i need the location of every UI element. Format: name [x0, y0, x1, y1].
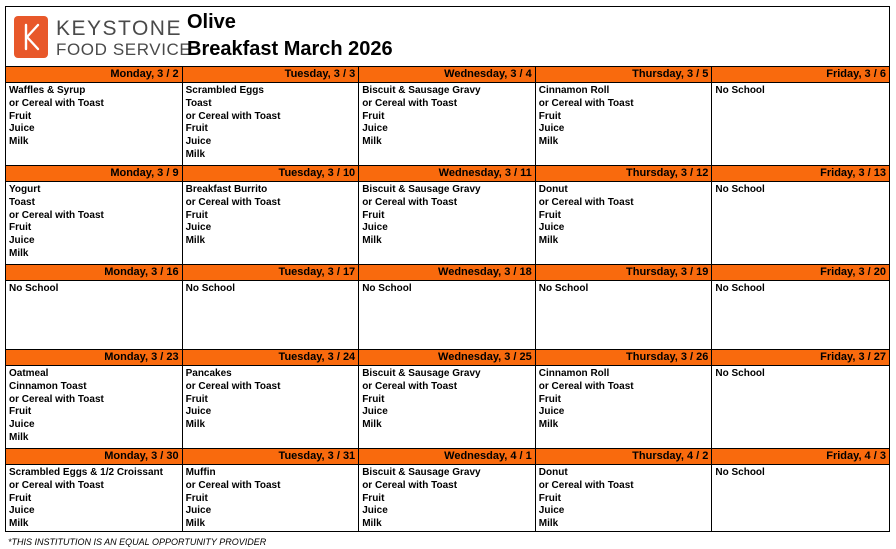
day-menu-cell	[536, 281, 713, 349]
menu-item: or Cereal with Toast	[9, 393, 104, 405]
menu-item: Toast	[185, 97, 212, 109]
day-header: Friday, 3 / 13	[712, 166, 889, 182]
menu-item: Milk	[538, 136, 559, 148]
menu-item: Waffles & Syrup	[9, 85, 86, 96]
menu-item: Milk	[185, 235, 206, 247]
day-menu-cell	[536, 366, 713, 448]
day-menu-cell	[6, 366, 183, 448]
day-header: Wednesday, 3 / 18	[359, 265, 536, 281]
menu-item: No School	[185, 283, 236, 294]
day-header: Tuesday, 3 / 17	[183, 265, 360, 281]
footer-disclaimer: *THIS INSTITUTION IS AN EQUAL OPPORTUNITY PROVIDER	[8, 537, 267, 547]
menu-item: Biscuit & Sausage Gravy	[362, 184, 481, 195]
day-menu-cell	[536, 465, 713, 532]
day-menu-cell	[536, 182, 713, 264]
menu-item: Juice	[362, 123, 388, 135]
day-header: Tuesday, 3 / 3	[183, 67, 360, 83]
menu-item: Juice	[362, 505, 388, 517]
day-header-row	[6, 449, 889, 465]
menu-item: Fruit	[362, 110, 385, 122]
menu-item: Breakfast Burrito	[185, 184, 268, 195]
day-header: Wednesday, 3 / 25	[359, 350, 536, 366]
day-header: Thursday, 3 / 26	[536, 350, 713, 366]
menu-item: Fruit	[9, 110, 32, 122]
menu-item: or Cereal with Toast	[9, 479, 104, 491]
menu-calendar	[6, 66, 889, 532]
menu-item: Milk	[538, 518, 559, 530]
day-header: Friday, 4 / 3	[712, 449, 889, 465]
day-header: Friday, 3 / 6	[712, 67, 889, 83]
menu-item: or Cereal with Toast	[362, 196, 458, 208]
menu-item: or Cereal with Toast	[185, 196, 281, 208]
menu-item: No School	[715, 467, 765, 478]
menu-item: Juice	[9, 123, 35, 135]
menu-item: Cinnamon Roll	[538, 85, 610, 96]
menu-item: or Cereal with Toast	[538, 380, 634, 392]
menu-item: Scrambled Eggs & 1/2 Croissant	[9, 467, 163, 478]
menu-cell-row	[6, 366, 889, 448]
menu-item: or Cereal with Toast	[362, 380, 458, 392]
menu-item: Milk	[362, 235, 382, 247]
menu-item: Fruit	[362, 492, 385, 504]
day-header: Tuesday, 3 / 10	[183, 166, 360, 182]
menu-item: Milk	[362, 419, 382, 431]
menu-item: Juice	[538, 222, 565, 234]
menu-item: Juice	[185, 406, 212, 418]
menu-item: Juice	[185, 222, 212, 234]
menu-item: Fruit	[538, 492, 561, 504]
day-header: Tuesday, 3 / 31	[183, 449, 360, 465]
day-menu-cell	[6, 281, 183, 349]
brand-line-2: FOOD SERVICE	[56, 40, 192, 59]
day-header: Wednesday, 3 / 4	[359, 67, 536, 83]
week-row	[6, 264, 889, 349]
day-menu-cell	[712, 182, 889, 264]
menu-item: Milk	[9, 136, 29, 148]
day-header: Friday, 3 / 20	[712, 265, 889, 281]
menu-item: Juice	[538, 406, 565, 418]
menu-item: No School	[9, 283, 59, 294]
menu-item: Juice	[362, 406, 388, 418]
day-menu-cell	[359, 182, 536, 264]
menu-item: Fruit	[538, 209, 561, 221]
menu-item: No School	[715, 85, 765, 96]
day-menu-cell	[712, 465, 889, 532]
menu-item: Milk	[185, 518, 206, 530]
menu-item: Biscuit & Sausage Gravy	[362, 368, 481, 379]
menu-item: Fruit	[9, 406, 32, 418]
week-row	[6, 349, 889, 448]
menu-item: Biscuit & Sausage Gravy	[362, 467, 481, 478]
day-menu-cell	[359, 366, 536, 448]
menu-item: Yogurt	[9, 184, 41, 195]
menu-item: No School	[715, 283, 765, 294]
menu-item: Fruit	[185, 492, 208, 504]
menu-item: Milk	[362, 518, 382, 530]
keystone-k-icon	[14, 16, 48, 58]
day-header: Monday, 3 / 9	[6, 166, 183, 182]
day-menu-cell	[359, 281, 536, 349]
day-menu-cell	[712, 281, 889, 349]
menu-item: Juice	[9, 235, 35, 247]
day-menu-cell	[536, 83, 713, 165]
menu-item: or Cereal with Toast	[538, 479, 634, 491]
menu-item: Juice	[538, 505, 565, 517]
page-title: Breakfast March 2026	[187, 38, 393, 60]
menu-item: Fruit	[362, 209, 385, 221]
menu-item: Fruit	[9, 222, 32, 234]
menu-item: Fruit	[9, 492, 32, 504]
menu-sheet	[5, 6, 890, 532]
menu-item: Juice	[538, 123, 565, 135]
menu-item: or Cereal with Toast	[185, 479, 281, 491]
day-menu-cell	[183, 366, 360, 448]
menu-item: Fruit	[185, 209, 208, 221]
day-header: Monday, 3 / 23	[6, 350, 183, 366]
menu-item: Oatmeal	[9, 368, 49, 379]
menu-item: or Cereal with Toast	[538, 97, 634, 109]
day-menu-cell	[6, 182, 183, 264]
day-header: Thursday, 3 / 5	[536, 67, 713, 83]
menu-cell-row	[6, 83, 889, 165]
menu-item: No School	[362, 283, 412, 294]
day-header: Monday, 3 / 16	[6, 265, 183, 281]
day-menu-cell	[6, 83, 183, 165]
menu-item: Juice	[185, 505, 212, 517]
day-header-row	[6, 350, 889, 366]
menu-item: No School	[538, 283, 589, 294]
menu-item: No School	[715, 184, 765, 195]
menu-cell-row	[6, 281, 889, 349]
day-menu-cell	[712, 366, 889, 448]
menu-item: No School	[715, 368, 765, 379]
menu-item: Fruit	[538, 110, 561, 122]
menu-item: Milk	[362, 136, 382, 148]
day-header: Wednesday, 3 / 11	[359, 166, 536, 182]
menu-item: Fruit	[538, 393, 561, 405]
menu-item: Toast	[9, 196, 35, 208]
menu-cell-row	[6, 465, 889, 532]
menu-item: Pancakes	[185, 368, 232, 379]
menu-item: or Cereal with Toast	[362, 479, 458, 491]
menu-item: Juice	[362, 222, 388, 234]
menu-item: Biscuit & Sausage Gravy	[362, 85, 481, 96]
menu-item: Fruit	[185, 123, 208, 135]
day-menu-cell	[183, 281, 360, 349]
menu-item: or Cereal with Toast	[362, 97, 458, 109]
day-header: Thursday, 3 / 12	[536, 166, 713, 182]
menu-item: Milk	[538, 235, 559, 247]
menu-item: Juice	[9, 419, 35, 431]
day-menu-cell	[183, 465, 360, 532]
week-row	[6, 66, 889, 165]
day-header: Thursday, 3 / 19	[536, 265, 713, 281]
menu-item: Cinnamon Toast	[9, 380, 87, 392]
day-header: Thursday, 4 / 2	[536, 449, 713, 465]
day-header: Monday, 3 / 30	[6, 449, 183, 465]
menu-header	[6, 7, 889, 67]
day-header-row	[6, 265, 889, 281]
menu-item: or Cereal with Toast	[185, 110, 281, 122]
week-row	[6, 448, 889, 532]
menu-item: or Cereal with Toast	[185, 380, 281, 392]
day-menu-cell	[183, 182, 360, 264]
day-menu-cell	[6, 465, 183, 532]
day-header: Wednesday, 4 / 1	[359, 449, 536, 465]
menu-item: Muffin	[185, 467, 216, 478]
menu-item: Juice	[9, 505, 35, 517]
menu-item: Milk	[9, 431, 29, 443]
day-menu-cell	[359, 465, 536, 532]
menu-item: Fruit	[362, 393, 385, 405]
week-row	[6, 165, 889, 264]
day-menu-cell	[712, 83, 889, 165]
menu-item: or Cereal with Toast	[9, 209, 104, 221]
menu-item: Milk	[9, 518, 29, 530]
menu-item: or Cereal with Toast	[9, 97, 104, 109]
menu-item: Milk	[185, 148, 206, 160]
menu-item: Cinnamon Roll	[538, 368, 610, 379]
menu-item: Donut	[538, 467, 568, 478]
menu-item: Fruit	[185, 393, 208, 405]
day-header: Monday, 3 / 2	[6, 67, 183, 83]
menu-item: Donut	[538, 184, 568, 195]
menu-item: Milk	[538, 419, 559, 431]
day-menu-cell	[359, 83, 536, 165]
brand-line-1: KEYSTONE	[56, 17, 182, 40]
menu-item: Milk	[9, 247, 29, 259]
day-header-row	[6, 166, 889, 182]
menu-item: Milk	[185, 419, 206, 431]
day-header: Friday, 3 / 27	[712, 350, 889, 366]
keystone-logo	[14, 15, 192, 59]
day-header-row	[6, 67, 889, 83]
day-header: Tuesday, 3 / 24	[183, 350, 360, 366]
menu-item: or Cereal with Toast	[538, 196, 634, 208]
menu-cell-row	[6, 182, 889, 264]
day-menu-cell	[183, 83, 360, 165]
menu-item: Juice	[185, 136, 212, 148]
menu-item: Scrambled Eggs	[185, 85, 264, 96]
school-name: Olive	[187, 11, 236, 33]
